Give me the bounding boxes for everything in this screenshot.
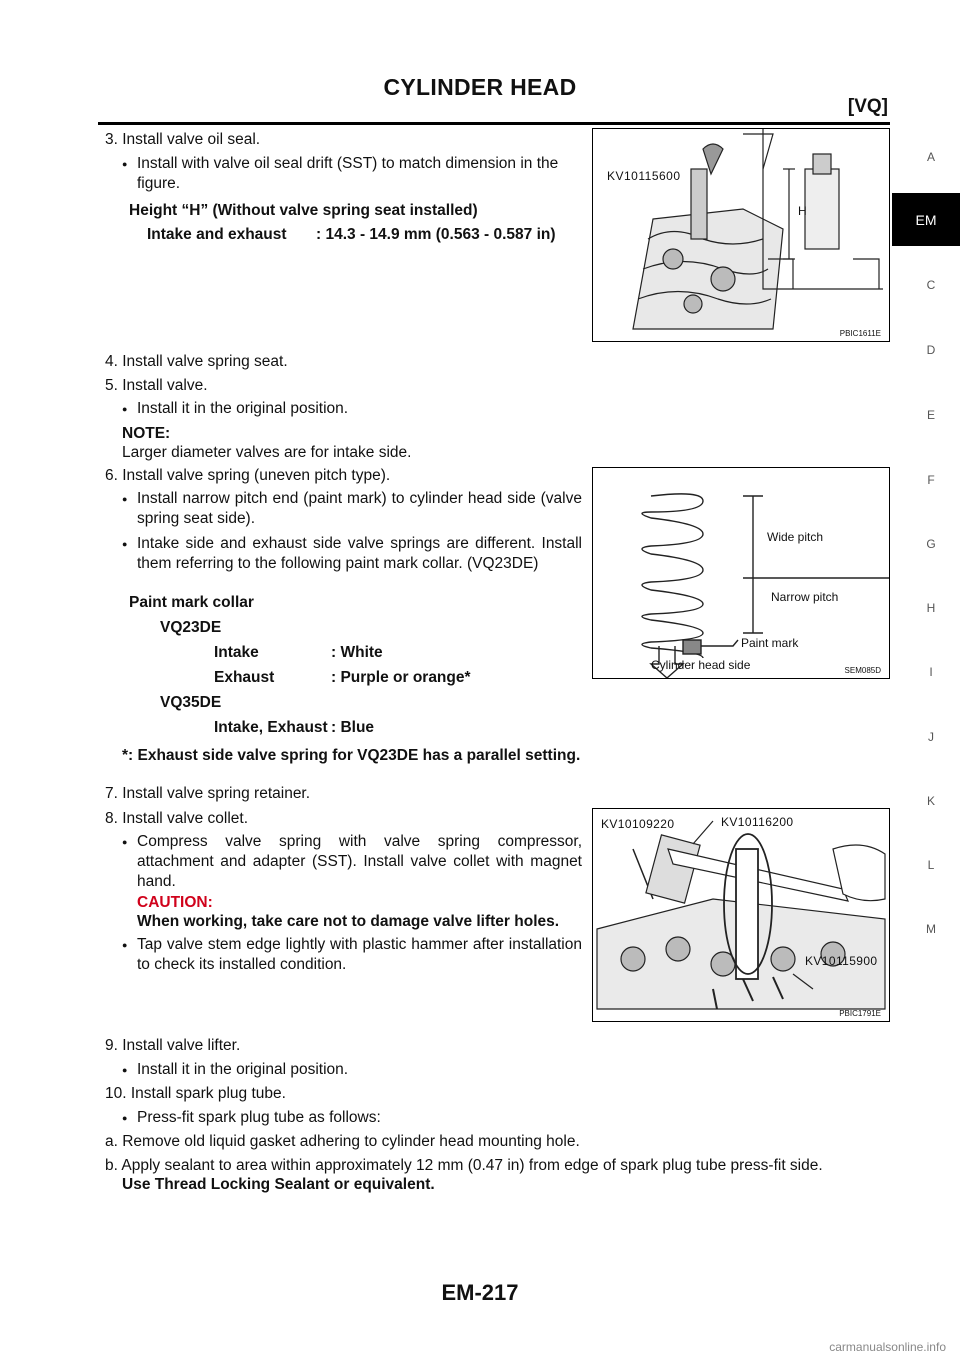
intake-label: Intake [214,644,259,661]
side-index-c[interactable]: C [926,278,936,292]
step-7: 7. Install valve spring retainer. [105,785,311,802]
tool-label-kv10115600: KV10115600 [607,169,681,183]
note-text: Larger diameter valves are for intake side. [122,444,412,461]
side-index-a[interactable]: A [926,150,935,164]
step-b: b. Apply sealant to area within approximately 12 mm (0.47 in) from edge of spark plug tube press-fit side. [105,1157,823,1174]
cylinder-head-side-label: Cylinder head side [651,658,751,672]
spec-height-label: Intake and exhaust [147,226,287,243]
page-subtitle: [VQ] [847,96,888,117]
exhaust-label: Exhaust [214,669,275,686]
step-8: 8. Install valve collet. [105,810,249,827]
intake-value: : White [331,644,383,661]
step-a: a. Remove old liquid gasket adhering to cylinder head mounting hole. [105,1133,580,1150]
wide-pitch-label: Wide pitch [767,530,824,544]
caution-text: When working, take care not to damage valve lifter holes. [137,913,560,930]
narrow-pitch-label: Narrow pitch [771,590,839,604]
side-index-m[interactable]: M [926,922,936,936]
side-index-l[interactable]: L [927,858,935,872]
figure-code: PBIC1611E [839,329,881,338]
figure-code: PBIC1791E [839,1009,881,1018]
side-index-h[interactable]: H [926,601,936,615]
step-4: 4. Install valve spring seat. [105,353,288,370]
side-index-k[interactable]: K [926,794,935,808]
step-9: 9. Install valve lifter. [105,1037,241,1054]
footer-watermark[interactable]: carmanualsonline.info [829,1340,946,1354]
step-b-sealant: Use Thread Locking Sealant or equivalent. [122,1176,435,1193]
side-index-d[interactable]: D [926,343,936,357]
note-label: NOTE: [122,425,171,442]
caution-label: CAUTION: [137,894,213,911]
intake-exhaust-label: Intake, Exhaust [214,719,328,736]
side-index-e[interactable]: E [926,408,935,422]
bullet-text: ● Install with valve oil seal drift (SST) to match dimension in the figure. [137,154,582,194]
vq35de-label: VQ35DE [160,694,222,711]
figure-valve-oil-seal [592,128,890,342]
side-index-em-active[interactable]: EM [892,193,960,246]
figure-valve-collet [592,808,890,1022]
valve-oil-seal-illustration [593,129,889,341]
step-6: 6. Install valve spring (uneven pitch type). [105,467,391,484]
figure-valve-spring [592,467,890,679]
page-number: EM-217 [441,1280,519,1305]
vq23de-label: VQ23DE [160,619,222,636]
side-index-j[interactable]: J [928,730,934,744]
side-index-i[interactable]: I [929,665,933,679]
step-3: 3. Install valve oil seal. [105,131,261,148]
intake-exhaust-value: : Blue [331,719,375,736]
tool-label-kv10116200: KV10116200 [721,815,794,829]
page-title: CYLINDER HEAD [383,74,577,100]
exhaust-value: : Purple or orange* [331,669,471,686]
tool-label-kv10109220: KV10109220 [601,817,675,831]
tool-label-kv10115900: KV10115900 [805,954,878,968]
paint-mark-title: Paint mark collar [129,594,254,611]
header-rule [98,122,890,125]
side-index-g[interactable]: G [926,537,936,551]
step-10: 10. Install spark plug tube. [105,1085,286,1102]
dimension-label-h: H [798,204,807,218]
paint-mark-label: Paint mark [741,636,799,650]
footnote: *: Exhaust side valve spring for VQ23DE has a parallel setting. [122,747,581,764]
side-index-f[interactable]: F [927,473,935,487]
valve-collet-illustration [593,809,889,1021]
step-5: 5. Install valve. [105,377,208,394]
spec-height-value: : 14.3 - 14.9 mm (0.563 - 0.587 in) [316,226,556,243]
spec-height-title: Height “H” (Without valve spring seat installed) [129,202,478,219]
figure-code: SEM085D [844,666,881,675]
